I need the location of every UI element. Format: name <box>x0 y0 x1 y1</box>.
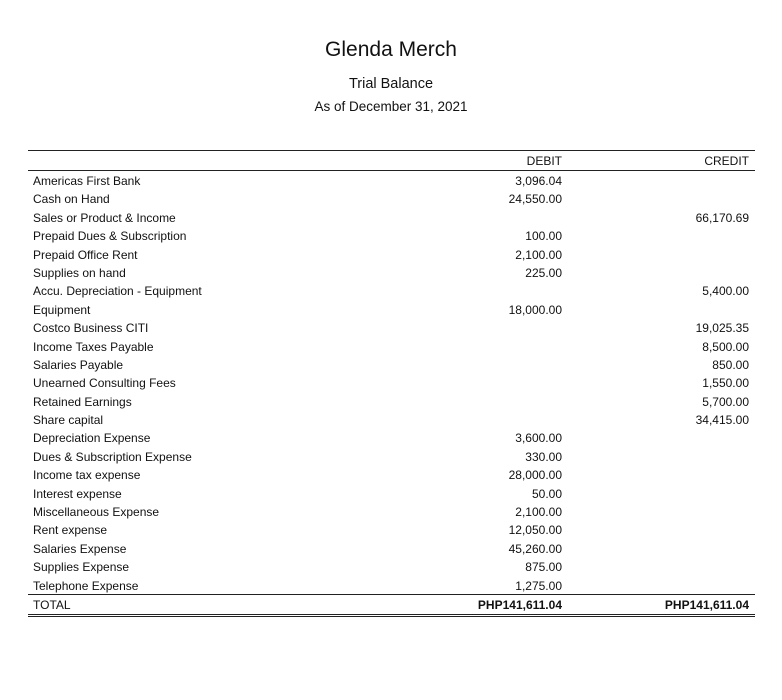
debit-amount: 12,050.00 <box>508 523 562 538</box>
table-row <box>28 245 755 263</box>
account-name[interactable]: Accu. Depreciation - Equipment <box>33 284 202 299</box>
debit-amount: 875.00 <box>525 560 562 575</box>
account-name[interactable]: Retained Earnings <box>33 394 132 409</box>
table-row <box>28 318 755 336</box>
debit-amount: 100.00 <box>525 229 562 244</box>
account-name[interactable]: Prepaid Dues & Subscription <box>33 229 187 244</box>
account-name[interactable]: Sales or Product & Income <box>33 210 176 225</box>
account-name[interactable]: Miscellaneous Expense <box>33 505 160 520</box>
account-name[interactable]: Depreciation Expense <box>33 431 151 446</box>
account-name[interactable]: Supplies Expense <box>33 560 130 575</box>
account-name[interactable]: Income Taxes Payable <box>33 339 154 354</box>
table-row <box>28 557 755 575</box>
total-debit: PHP141,611.04 <box>477 597 562 612</box>
debit-amount: 45,260.00 <box>508 541 562 556</box>
total-label: TOTAL <box>33 597 71 612</box>
credit-amount: 66,170.69 <box>695 210 749 225</box>
report-date: As of December 31, 2021 <box>314 99 468 114</box>
table-row <box>28 520 755 538</box>
account-name[interactable]: Income tax expense <box>33 468 141 483</box>
debit-amount: 2,100.00 <box>515 247 562 262</box>
credit-amount: 34,415.00 <box>695 413 749 428</box>
account-name[interactable]: Costco Business CITI <box>33 321 149 336</box>
table-row <box>28 300 755 318</box>
double-underline <box>28 614 755 617</box>
table-row <box>28 447 755 465</box>
debit-amount: 1,275.00 <box>515 578 562 593</box>
table-row <box>28 484 755 502</box>
credit-amount: 1,550.00 <box>702 376 749 391</box>
credit-amount: 5,700.00 <box>702 394 749 409</box>
debit-column-header: DEBIT <box>526 154 562 168</box>
account-name[interactable]: Salaries Expense <box>33 541 127 556</box>
account-name[interactable]: Dues & Subscription Expense <box>33 449 192 464</box>
credit-amount: 850.00 <box>712 357 749 372</box>
table-row <box>28 373 755 391</box>
table-row <box>28 337 755 355</box>
table-row <box>28 189 755 207</box>
trial-balance-table <box>28 150 755 617</box>
account-name[interactable]: Cash on Hand <box>33 192 110 207</box>
debit-amount: 3,600.00 <box>515 431 562 446</box>
table-row <box>28 171 755 189</box>
account-name[interactable]: Telephone Expense <box>33 578 139 593</box>
table-row <box>28 226 755 244</box>
table-row <box>28 539 755 557</box>
account-name[interactable]: Prepaid Office Rent <box>33 247 138 262</box>
account-name[interactable]: Share capital <box>33 413 104 428</box>
credit-amount: 19,025.35 <box>695 321 749 336</box>
company-name: Glenda Merch <box>325 38 457 61</box>
table-row <box>28 208 755 226</box>
debit-amount: 18,000.00 <box>508 302 562 317</box>
debit-amount: 3,096.04 <box>515 174 562 188</box>
account-name[interactable]: Equipment <box>33 302 91 317</box>
credit-amount: 5,400.00 <box>702 284 749 299</box>
table-row <box>28 263 755 281</box>
credit-amount: 8,500.00 <box>702 339 749 354</box>
credit-column-header: CREDIT <box>704 154 749 168</box>
table-row <box>28 355 755 373</box>
table-body <box>28 171 755 594</box>
table-row <box>28 410 755 428</box>
debit-amount: 50.00 <box>531 486 562 501</box>
account-name[interactable]: Unearned Consulting Fees <box>33 376 176 391</box>
debit-amount: 225.00 <box>525 265 562 280</box>
table-row <box>28 576 755 594</box>
debit-amount: 330.00 <box>525 449 562 464</box>
account-name[interactable]: Salaries Payable <box>33 357 124 372</box>
account-name[interactable]: Rent expense <box>33 523 108 538</box>
table-row <box>28 502 755 520</box>
account-name[interactable]: Americas First Bank <box>33 174 141 188</box>
table-header <box>28 150 755 171</box>
account-name[interactable]: Interest expense <box>33 486 122 501</box>
debit-amount: 2,100.00 <box>515 505 562 520</box>
table-row <box>28 281 755 299</box>
report-title: Trial Balance <box>348 76 434 92</box>
table-row <box>28 428 755 446</box>
table-row <box>28 465 755 483</box>
table-row <box>28 392 755 410</box>
total-credit: PHP141,611.04 <box>664 597 749 612</box>
total-row <box>28 594 755 613</box>
debit-amount: 28,000.00 <box>508 468 562 483</box>
account-name[interactable]: Supplies on hand <box>33 265 126 280</box>
debit-amount: 24,550.00 <box>508 192 562 207</box>
